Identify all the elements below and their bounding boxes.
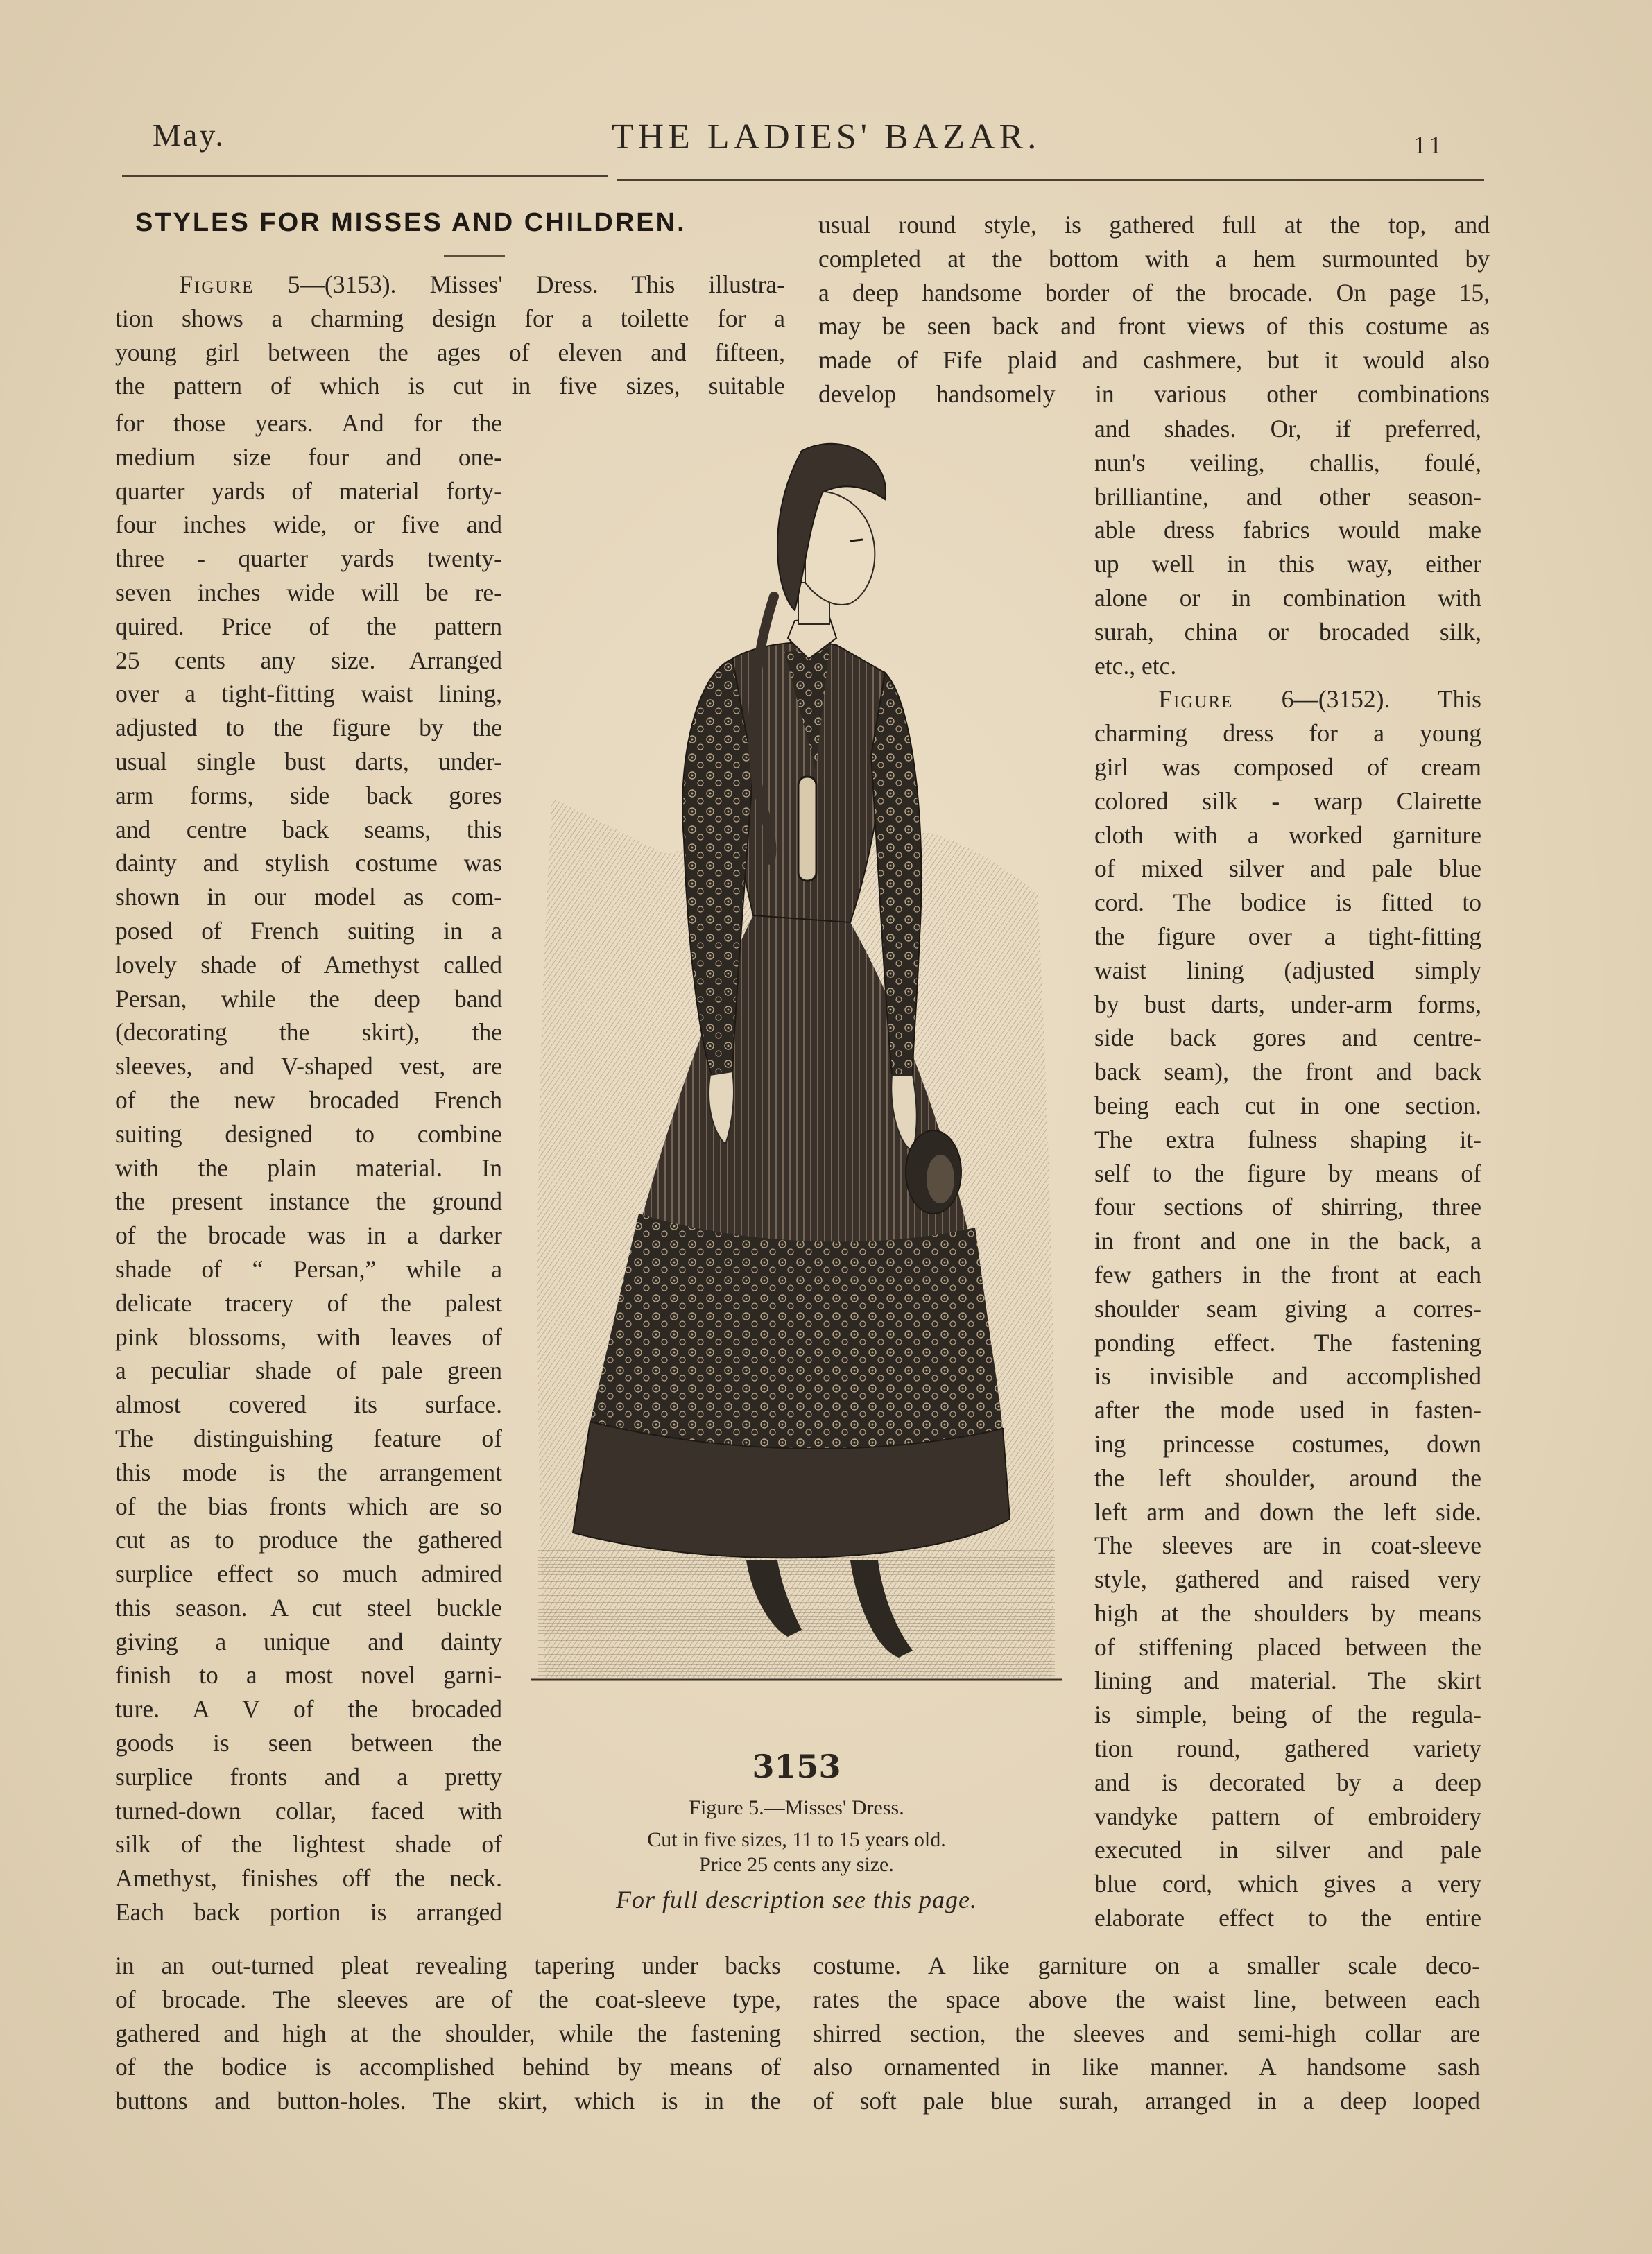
left-narrow-line: of the new brocaded French (115, 1085, 502, 1114)
right-narrow-line: vandyke pattern of embroidery (1094, 1802, 1481, 1830)
pattern-number: 3153 (752, 1748, 841, 1785)
left-narrow-line: posed of French suiting in a (115, 916, 502, 945)
right-narrow-line: of mixed silver and pale blue (1094, 854, 1481, 883)
right-narrow-line: nun's veiling, challis, foulé, (1094, 448, 1481, 476)
right-narrow-line: girl was composed of cream (1094, 752, 1481, 781)
right-narrow-line: self to the figure by means of (1094, 1159, 1481, 1187)
figure6-intro-line (1094, 682, 1481, 716)
title-divider (444, 255, 505, 257)
left-wide-line: tion shows a charming design for a toilette for a (115, 304, 785, 332)
left-narrow-line: surplice effect so much admired (115, 1560, 502, 1588)
left-narrow-line: the present instance the ground (115, 1187, 502, 1216)
right-narrow-line: left arm and down the left side. (1094, 1497, 1481, 1526)
figure-price: Price 25 cents any size. (699, 1853, 894, 1876)
figure-note: For full description see this page. (616, 1886, 977, 1913)
engraving-figure-icon (524, 409, 1069, 1758)
right-narrow-line: brilliantine, and other season- (1094, 482, 1481, 510)
left-narrow-line: of the brocade was in a darker (115, 1221, 502, 1250)
right-narrow-line: elaborate effect to the entire (1094, 1904, 1481, 1932)
right-narrow-line: able dress fabrics would make (1094, 516, 1481, 544)
left-narrow-line: sleeves, and V-shaped vest, are (115, 1052, 502, 1081)
right-narrow-line: colored silk - warp Clairette (1094, 786, 1481, 815)
left-narrow-line: 25 cents any size. Arranged (115, 646, 502, 674)
right-narrow-line: style, gathered and raised very (1094, 1565, 1481, 1594)
right-bottom-line: costume. A like garniture on a smaller scale deco- (813, 1952, 1480, 1979)
left-narrow-line: (decorating the skirt), the (115, 1018, 502, 1047)
left-bottom-line: gathered and high at the shoulder, while the fastening (115, 2019, 781, 2047)
right-narrow-line: The extra fulness shaping it- (1094, 1125, 1481, 1153)
right-narrow-line: being each cut in one section. (1094, 1091, 1481, 1119)
left-column-bottom (115, 1949, 781, 2118)
left-narrow-line: this mode is the arrangement (115, 1458, 502, 1486)
header-rule-right (617, 179, 1484, 181)
right-narrow-line: cloth with a worked garniture (1094, 820, 1481, 849)
right-top-line: usual round style, is gathered full at the top, and (818, 211, 1490, 239)
left-narrow-line: this season. A cut steel buckle (115, 1593, 502, 1621)
figure5-intro-text: 5—(3153). Misses' Dress. This illustra- (254, 270, 785, 298)
left-bottom-line: in an out-turned pleat revealing tapering under backs (115, 1952, 781, 1979)
right-column-top (818, 208, 1490, 411)
right-bottom-line: rates the space above the waist line, between each (813, 1985, 1480, 2013)
left-narrow-line: The distinguishing feature of (115, 1424, 502, 1452)
right-bottom-line: also ornamented in like manner. A handsome sash (813, 2053, 1480, 2081)
left-narrow-line: seven inches wide will be re- (115, 578, 502, 606)
right-narrow-line: alone or in combination with (1094, 583, 1481, 612)
left-narrow-line: with the plain material. In (115, 1153, 502, 1182)
right-bottom-line: shirred section, the sleeves and semi-high collar are (813, 2019, 1480, 2047)
figure6-label: Figure (1158, 685, 1234, 714)
right-narrow-line: few gathers in the front at each (1094, 1260, 1481, 1289)
dress-illustration (524, 409, 1069, 1758)
left-narrow-line: three - quarter yards twenty- (115, 544, 502, 573)
left-narrow-line: quired. Price of the pattern (115, 612, 502, 640)
right-narrow-line: up well in this way, either (1094, 550, 1481, 578)
right-narrow-line: surah, china or brocaded silk, (1094, 617, 1481, 646)
figure5-label: Figure (179, 270, 255, 298)
right-narrow-line: high at the shoulders by means (1094, 1599, 1481, 1627)
right-narrow-line: after the mode used in fasten- (1094, 1396, 1481, 1425)
section-title: STYLES FOR MISSES AND CHILDREN. (135, 208, 687, 237)
left-narrow-line: for those years. And for the (115, 409, 502, 437)
right-narrow-line: blue cord, which gives a very (1094, 1870, 1481, 1898)
left-narrow-line: giving a unique and dainty (115, 1627, 502, 1655)
left-narrow-line: lovely shade of Amethyst called (115, 950, 502, 979)
right-narrow-line: ing princesse costumes, down (1094, 1429, 1481, 1458)
header-month: May. (153, 117, 225, 153)
left-narrow-line: almost covered its surface. (115, 1391, 502, 1419)
left-narrow-line: Amethyst, finishes off the neck. (115, 1864, 502, 1893)
right-narrow-line: The sleeves are in coat-sleeve (1094, 1531, 1481, 1560)
figure5-intro-line (115, 268, 785, 302)
right-column-narrow (1094, 412, 1481, 1935)
left-narrow-line: dainty and stylish costume was (115, 849, 502, 877)
right-narrow-line: four sections of shirring, three (1094, 1193, 1481, 1221)
left-wide-line: the pattern of which is cut in five sizes, suitable (115, 372, 785, 400)
left-narrow-line: delicate tracery of the palest (115, 1289, 502, 1317)
left-narrow-line: silk of the lightest shade of (115, 1830, 502, 1859)
left-narrow-line: suiting designed to combine (115, 1119, 502, 1148)
left-column-narrow (115, 406, 502, 1929)
left-narrow-line: pink blossoms, with leaves of (115, 1323, 502, 1351)
left-narrow-line: finish to a most novel garni- (115, 1661, 502, 1689)
left-narrow-line: shown in our model as com- (115, 883, 502, 911)
right-narrow-line: is invisible and accomplished (1094, 1362, 1481, 1391)
right-narrow-line: etc., etc. (1094, 651, 1177, 680)
magazine-title: THE LADIES' BAZAR. (611, 117, 1041, 157)
right-narrow-line: tion round, gathered variety (1094, 1735, 1481, 1763)
left-narrow-line: goods is seen between the (115, 1729, 502, 1757)
left-narrow-line: of the bias fronts which are so (115, 1492, 502, 1520)
right-narrow-line: ponding effect. The fastening (1094, 1328, 1481, 1357)
left-narrow-line: turned-down collar, faced with (115, 1796, 502, 1825)
left-column-intro (115, 268, 785, 403)
figure-sizes: Cut in five sizes, 11 to 15 years old. (647, 1828, 946, 1851)
right-top-line: may be seen back and front views of this costume as (818, 312, 1490, 341)
left-narrow-line: shade of “ Persan,” while a (115, 1255, 502, 1283)
right-narrow-line: cord. The bodice is fitted to (1094, 888, 1481, 917)
right-narrow-line: of stiffening placed between the (1094, 1633, 1481, 1661)
right-bottom-line: of soft pale blue surah, arranged in a deep looped (813, 2087, 1480, 2115)
header-rule-left (122, 175, 608, 177)
left-narrow-line: quarter yards of material forty- (115, 476, 502, 505)
right-narrow-line: by bust darts, under-arm forms, (1094, 990, 1481, 1018)
right-narrow-line: the left shoulder, around the (1094, 1463, 1481, 1492)
left-narrow-line: Each back portion is arranged (115, 1898, 502, 1927)
right-narrow-line: in front and one in the back, a (1094, 1227, 1481, 1255)
right-narrow-line: is simple, being of the regula- (1094, 1701, 1481, 1729)
right-column-bottom (813, 1949, 1480, 2118)
right-narrow-line: waist lining (adjusted simply (1094, 956, 1481, 984)
figure-caption: Figure 5.—Misses' Dress. (689, 1796, 904, 1819)
left-narrow-line: four inches wide, or five and (115, 510, 502, 539)
left-wide-line: young girl between the ages of eleven and fifteen, (115, 338, 785, 366)
left-narrow-line: medium size four and one- (115, 442, 502, 471)
right-top-line: develop handsomely in various other combinations (818, 379, 1490, 408)
left-narrow-line: Persan, while the deep band (115, 984, 502, 1013)
right-narrow-line: shoulder seam giving a corres- (1094, 1294, 1481, 1323)
left-narrow-line: surplice fronts and a pretty (115, 1762, 502, 1791)
left-narrow-line: ture. A V of the brocaded (115, 1695, 502, 1723)
left-narrow-line: a peculiar shade of pale green (115, 1357, 502, 1385)
right-narrow-line: side back gores and centre- (1094, 1024, 1481, 1052)
right-top-line: completed at the bottom with a hem surmounted by (818, 244, 1490, 273)
right-narrow-line: the figure over a tight-fitting (1094, 922, 1481, 950)
left-bottom-line: of the bodice is accomplished behind by means of (115, 2053, 781, 2081)
page-number: 11 (1413, 131, 1446, 159)
left-narrow-line: adjusted to the figure by the (115, 714, 502, 742)
right-narrow-line: lining and material. The skirt (1094, 1667, 1481, 1695)
left-narrow-line: and centre back seams, this (115, 815, 502, 843)
left-narrow-line: cut as to produce the gathered (115, 1526, 502, 1554)
left-narrow-line: over a tight-fitting waist lining, (115, 680, 502, 708)
left-narrow-line: arm forms, side back gores (115, 781, 502, 809)
right-narrow-line: back seam), the front and back (1094, 1058, 1481, 1086)
left-bottom-line: of brocade. The sleeves are of the coat-sleeve type, (115, 1985, 781, 2013)
right-top-line: a deep handsome border of the brocade. On page 15, (818, 278, 1490, 307)
right-narrow-line: charming dress for a young (1094, 719, 1481, 748)
right-narrow-line: and shades. Or, if preferred, (1094, 415, 1481, 442)
right-narrow-line: and is decorated by a deep (1094, 1768, 1481, 1796)
right-top-line: made of Fife plaid and cashmere, but it would also (818, 346, 1490, 375)
left-bottom-line: buttons and button-holes. The skirt, which is in the (115, 2087, 781, 2115)
left-narrow-line: usual single bust darts, under- (115, 747, 502, 775)
figure6-intro-text: 6—(3152). This (1233, 685, 1481, 714)
right-narrow-line: executed in silver and pale (1094, 1836, 1481, 1864)
